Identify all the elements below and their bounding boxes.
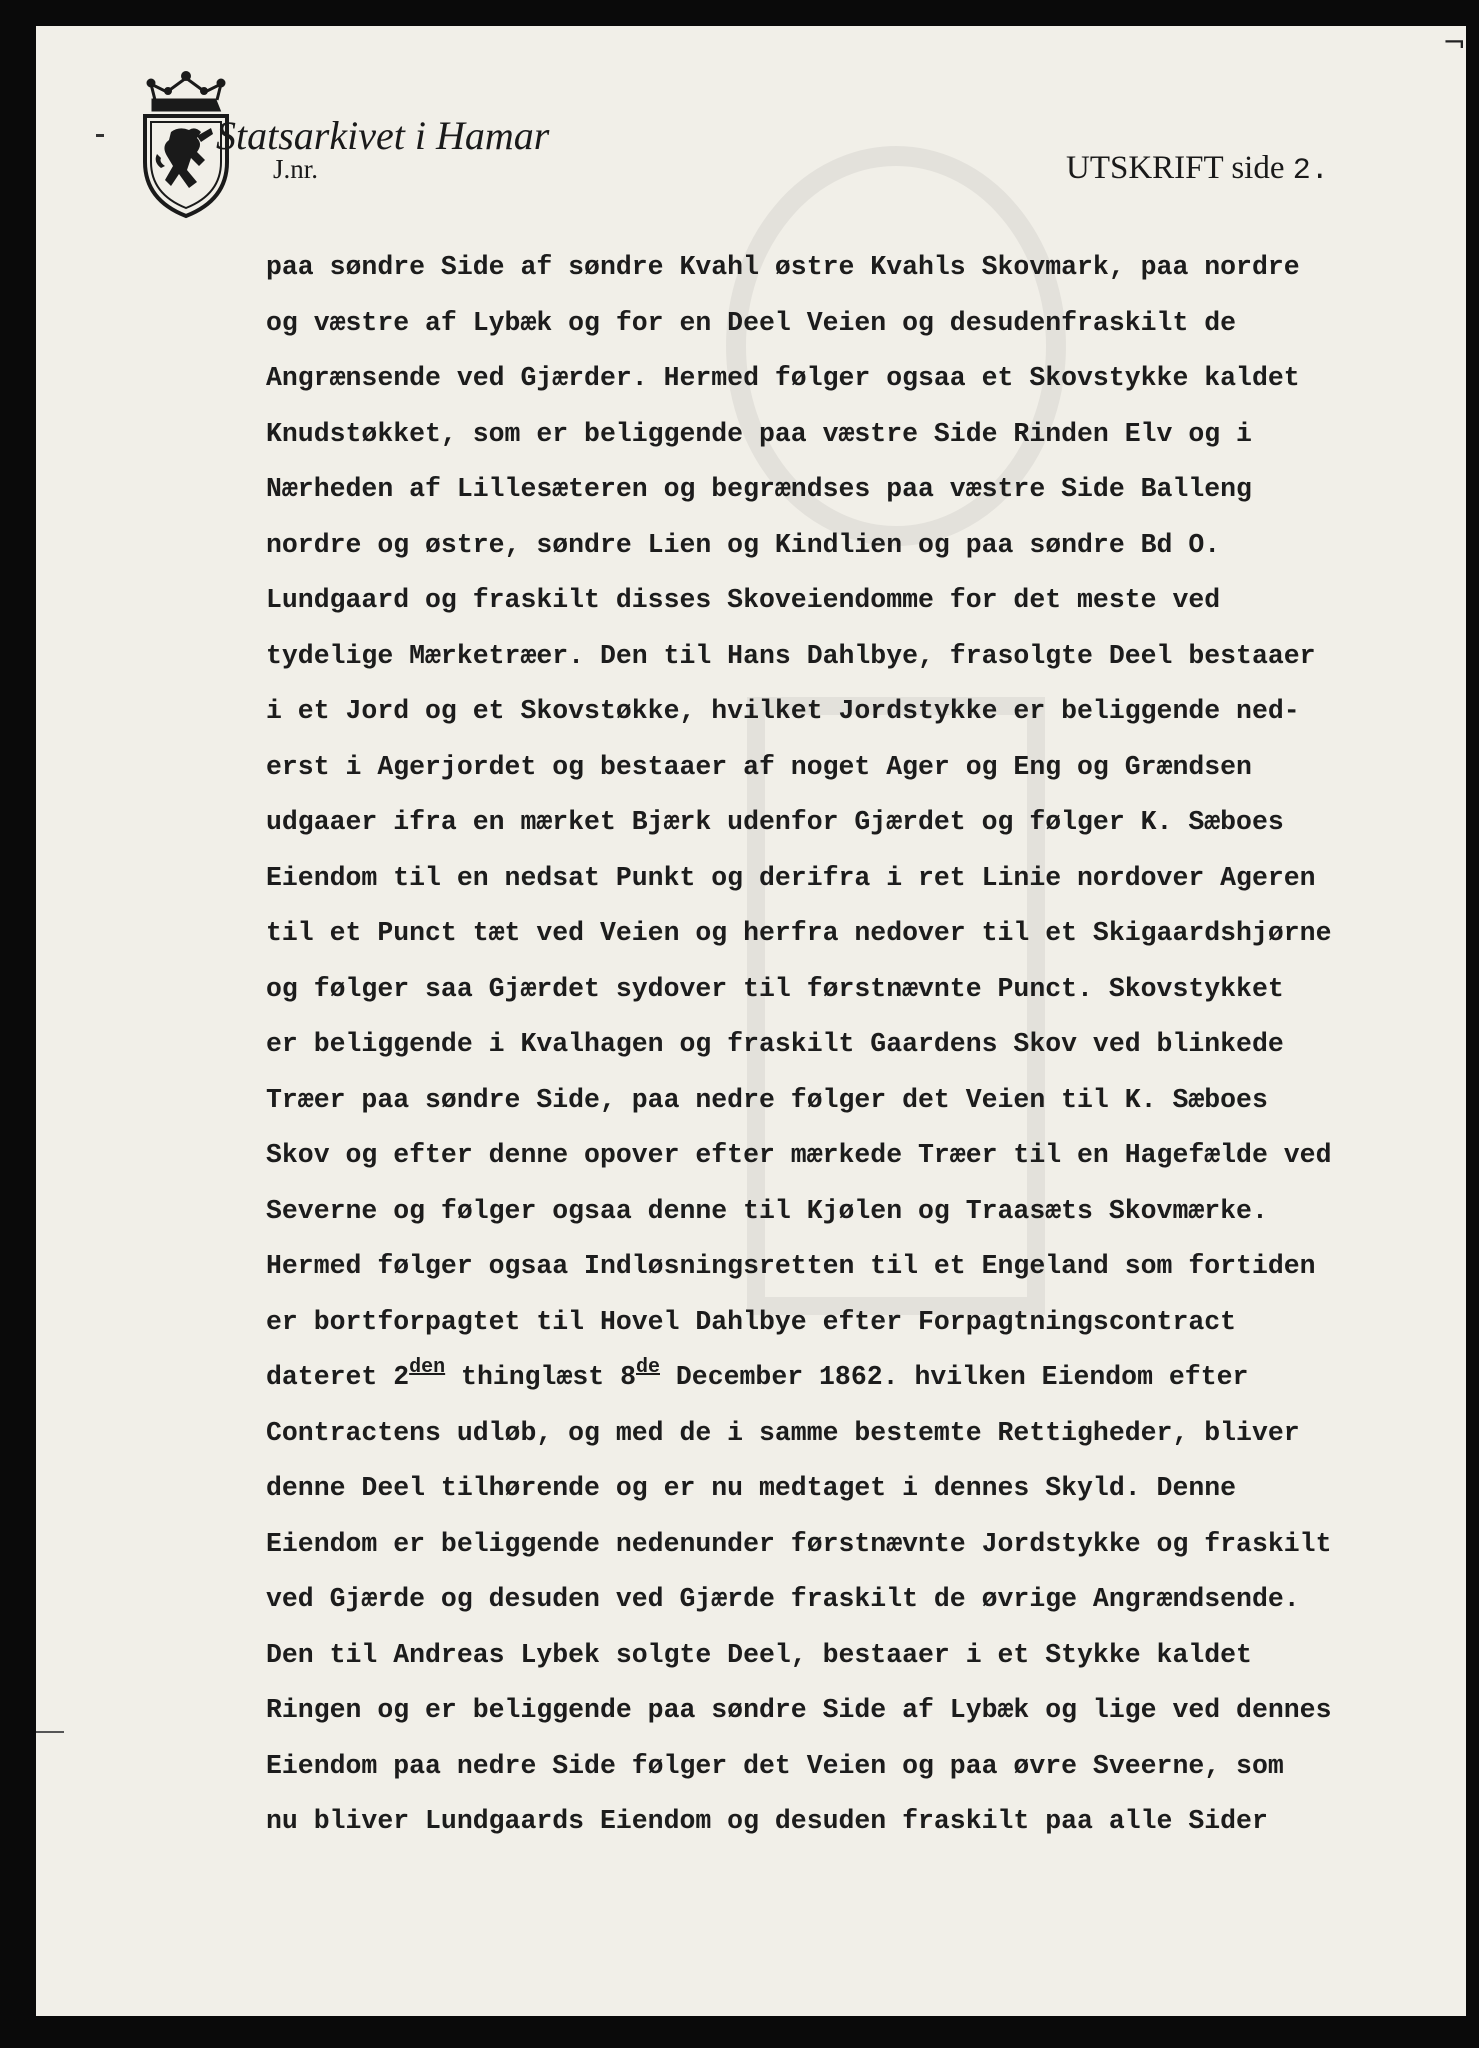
text-line: tydelige Mærketræer. Den til Hans Dahlbye, frasolgte Deel bestaaer	[266, 640, 1316, 671]
text-line: Severne og følger ogsaa denne til Kjølen og Traasæts Skovmærke.	[266, 1195, 1268, 1226]
text-line: denne Deel tilhørende og er nu medtaget i dennes Skyld. Denne	[266, 1473, 1237, 1503]
text-line: i et Jord og et Skovstøkke, hvilket Jordstykke er beliggende ned-	[266, 696, 1300, 726]
page-number: 2.	[1292, 154, 1329, 188]
text-line: til et Punct tæt ved Veien og herfra nedover til et Skigaardshjørne	[266, 918, 1332, 948]
utskrift-label: UTSKRIFT side	[1066, 150, 1285, 186]
transcript-page-label	[1066, 150, 1329, 188]
text-line: Eiendom er beliggende nedenunder førstnævnte Jordstykke og fraskilt	[266, 1528, 1332, 1559]
date-text: dateret 2	[266, 1362, 410, 1392]
text-line: Hermed følger ogsaa Indløsningsretten til et Engeland som fortiden	[266, 1251, 1316, 1281]
text-line: ved Gjærde og desuden ved Gjærde fraskilt de øvrige Angrændsende.	[266, 1584, 1300, 1614]
text-line: Angrænsende ved Gjærder. Hermed følger ogsaa et Skovstykke kaldet	[266, 363, 1300, 393]
text-line: Den til Andreas Lybek solgte Deel, bestaaer i et Stykke kaldet	[266, 1639, 1252, 1670]
text-line: er beliggende i Kvalhagen og fraskilt Gaardens Skov ved blinkede	[266, 1029, 1284, 1059]
text-line: Lundgaard og fraskilt disses Skoveiendomme for det meste ved	[266, 585, 1221, 615]
header-dash	[96, 134, 104, 137]
margin-mark	[36, 1731, 64, 1733]
text-line: paa søndre Side af søndre Kvahl østre Kvahls Skovmark, paa nordre	[266, 252, 1300, 282]
text-line: Eiendom paa nedre Side følger det Veien og paa øvre Sveerne, som	[266, 1750, 1284, 1781]
date-text: December 1862. hvilken Eiendom efter	[660, 1362, 1249, 1392]
journal-number-label: J.nr.	[273, 154, 319, 184]
document-body	[266, 240, 1456, 1850]
corner-mark: ¬	[1442, 26, 1466, 59]
text-line: Eiendom til en nedsat Punkt og derifra i ret Linie nordover Ageren	[266, 862, 1316, 893]
text-line: udgaaer ifra en mærket Bjærk udenfor Gjærdet og følger K. Sæboes	[266, 807, 1284, 837]
ordinal-suffix: de	[635, 1356, 660, 1379]
archive-name: Statsarkivet i Hamar	[216, 113, 550, 158]
text-line: nordre og østre, søndre Lien og Kindlien og paa søndre Bd O.	[266, 529, 1221, 560]
text-line: Skov og efter denne opover efter mærkede Træer til en Hagefælde ved	[266, 1140, 1332, 1170]
date-line	[266, 1350, 1456, 1406]
document-page	[36, 26, 1466, 2016]
ordinal-suffix: den	[409, 1356, 446, 1379]
text-line: Contractens udløb, og med de i samme bestemte Rettigheder, bliver	[266, 1417, 1300, 1448]
text-line: Knudstøkket, som er beliggende paa væstre Side Rinden Elv og i	[266, 418, 1252, 449]
text-line: Træer paa søndre Side, paa nedre følger det Veien til K. Sæboes	[266, 1084, 1268, 1115]
text-line: Nærheden af Lillesæteren og begrændses paa væstre Side Balleng	[266, 474, 1252, 504]
text-line: Ringen og er beliggende paa søndre Side af Lybæk og lige ved dennes	[266, 1695, 1332, 1725]
text-line: nu bliver Lundgaards Eiendom og desuden fraskilt paa alle Sider	[266, 1806, 1268, 1836]
text-line: er bortforpagtet til Hovel Dahlbye efter Forpagtningscontract	[266, 1306, 1237, 1337]
text-line: og væstre af Lybæk og for en Deel Veien og desudenfraskilt de	[266, 307, 1237, 338]
text-line: erst i Agerjordet og bestaaer af noget Ager og Eng og Grændsen	[266, 751, 1252, 782]
date-text: thinglæst 8	[445, 1362, 636, 1392]
text-line: og følger saa Gjærdet sydover til førstnævnte Punct. Skovstykket	[266, 973, 1284, 1004]
